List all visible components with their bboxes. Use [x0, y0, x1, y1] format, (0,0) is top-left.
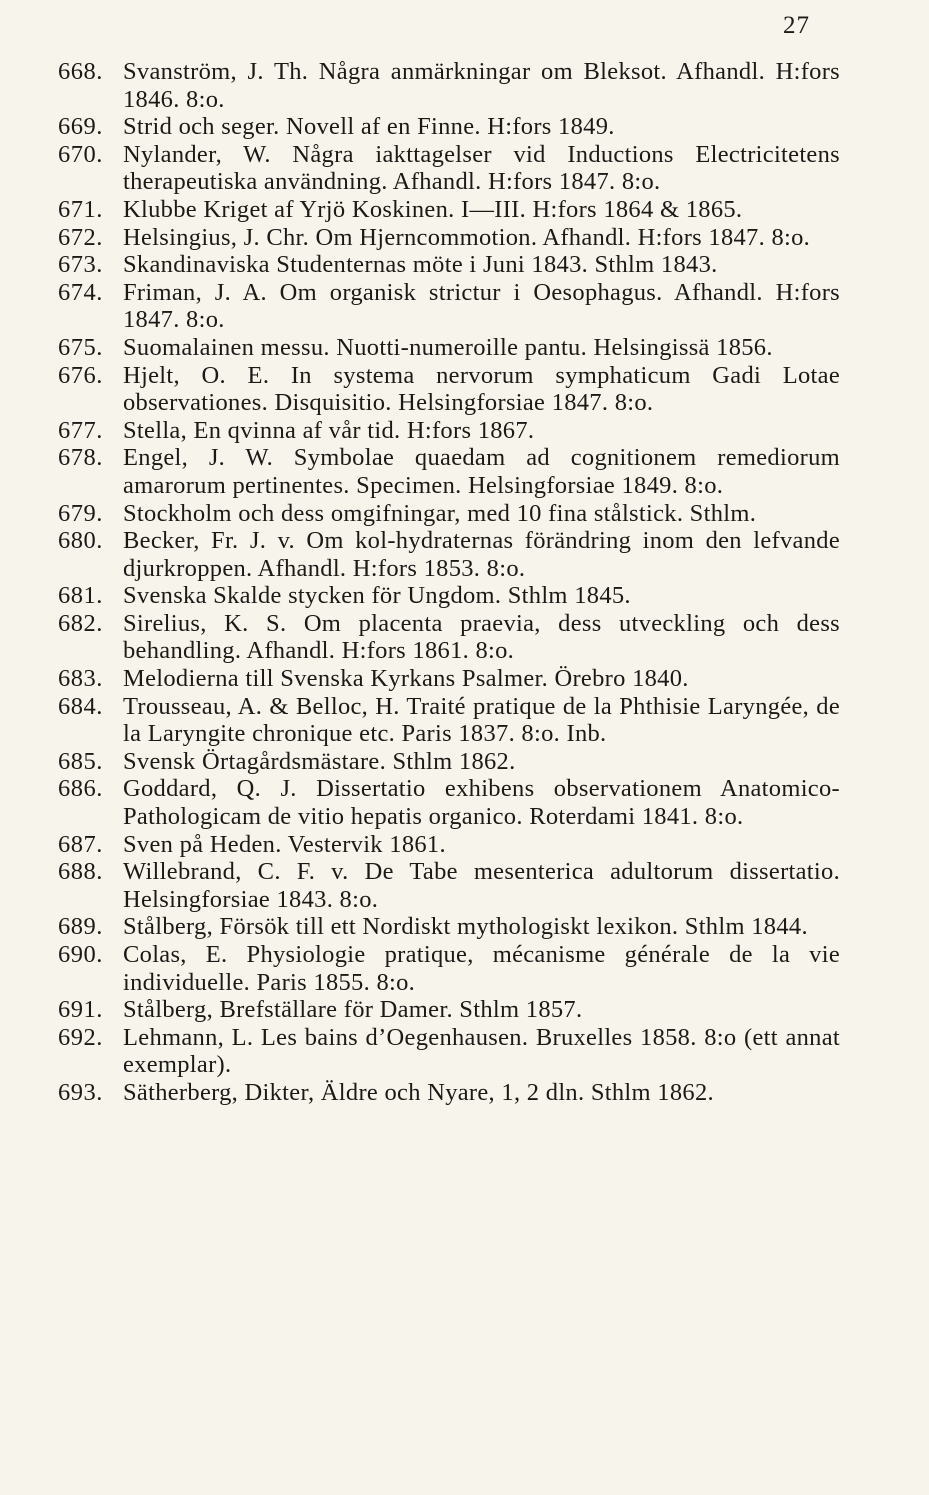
catalog-entry — [58, 582, 840, 610]
entry-number: 692. — [58, 1023, 103, 1051]
catalog-entry — [58, 693, 840, 748]
catalog-entry — [58, 279, 840, 334]
entry-number: 686. — [58, 775, 103, 803]
entry-number: 674. — [58, 278, 103, 306]
entry-text: Svenska Skalde stycken för Ungdom. Sthlm 1845. — [123, 582, 631, 610]
entry-text: Stålberg, Brefställare för Damer. Sthlm 1857. — [123, 996, 583, 1024]
catalog-entry — [58, 996, 840, 1024]
entry-number: 688. — [58, 858, 103, 886]
entry-number: 684. — [58, 692, 103, 720]
catalog-entry — [58, 417, 840, 445]
entry-text: Willebrand, C. F. v. De Tabe mesenterica adultorum dissertatio. Helsingforsiae 1843. 8:o. — [123, 858, 840, 913]
entry-text: Suomalainen messu. Nuotti-numeroille pantu. Helsingissä 1856. — [123, 333, 773, 361]
catalog-entry — [58, 941, 840, 996]
entry-text: Stålberg, Försök till ett Nordiskt mythologiskt lexikon. Sthlm 1844. — [123, 913, 808, 941]
entry-text: Skandinaviska Studenternas möte i Juni 1843. Sthlm 1843. — [123, 251, 718, 279]
catalog-entry — [58, 775, 840, 830]
page-number: 27 — [783, 12, 810, 39]
catalog-entry — [58, 610, 840, 665]
entry-text: Nylander, W. Några iakttagelser vid Inductions Electricitetens therapeutiska användning. Afhandl. H:fors 1847. 8:o. — [123, 140, 840, 196]
catalog-entry — [58, 113, 840, 141]
catalog-entry — [58, 665, 840, 693]
entry-text: Helsingius, J. Chr. Om Hjerncommotion. Afhandl. H:fors 1847. 8:o. — [123, 223, 811, 251]
catalog-entry — [58, 444, 840, 499]
entry-number: 685. — [58, 747, 103, 775]
entry-number: 679. — [58, 499, 103, 527]
catalog-entry — [58, 1079, 840, 1107]
entry-text: Klubbe Kriget af Yrjö Koskinen. I—III. H:fors 1864 & 1865. — [123, 195, 743, 223]
entry-number: 670. — [58, 140, 103, 168]
entry-number: 693. — [58, 1078, 103, 1106]
entry-number: 678. — [58, 444, 103, 472]
entry-number: 691. — [58, 996, 103, 1024]
entry-text: Engel, J. W. Symbolae quaedam ad cognitionem remediorum amarorum pertinentes. Specimen. Helsingforsiae 1849. 8:o. — [123, 444, 840, 499]
entry-number: 680. — [58, 527, 103, 555]
entry-number: 672. — [58, 223, 103, 251]
entry-text: Svensk Örtagårdsmästare. Sthlm 1862. — [123, 747, 516, 775]
entry-text: Goddard, Q. J. Dissertatio exhibens observationem Anatomico-Pathologicam de vitio hepatis organico. Roterdami 1841. 8:o. — [123, 775, 840, 831]
entry-number: 683. — [58, 665, 103, 693]
catalog-entry — [58, 224, 840, 252]
catalog-entry — [58, 362, 840, 417]
catalog-entry — [58, 913, 840, 941]
entry-text: Melodierna till Svenska Kyrkans Psalmer. Örebro 1840. — [123, 665, 689, 693]
entry-text: Stockholm och dess omgifningar, med 10 fina stålstick. Sthlm. — [123, 499, 757, 527]
catalog-entry — [58, 831, 840, 859]
entry-number: 668. — [58, 58, 103, 85]
entry-number: 675. — [58, 333, 103, 361]
entry-text: Stella, En qvinna af vår tid. H:fors 1867. — [123, 416, 535, 444]
catalog-entry — [58, 858, 840, 913]
entry-number: 687. — [58, 830, 103, 858]
catalog-entry-list — [58, 58, 840, 1107]
entry-text: Friman, J. A. Om organisk strictur i Oesophagus. Afhandl. H:fors 1847. 8:o. — [123, 278, 840, 334]
entry-number: 673. — [58, 251, 103, 279]
catalog-entry — [58, 527, 840, 582]
entry-text: Becker, Fr. J. v. Om kol-hydraternas förändring inom den lefvande djurkroppen. Afhandl. H:fors 1853. 8:o. — [123, 527, 840, 582]
catalog-entry — [58, 196, 840, 224]
entry-text: Sirelius, K. S. Om placenta praevia, dess utveckling och dess behandling. Afhandl. H:fors 1861. 8:o. — [123, 609, 840, 665]
entry-number: 690. — [58, 941, 103, 968]
entry-number: 682. — [58, 609, 103, 637]
catalog-entry — [58, 500, 840, 528]
catalog-entry — [58, 1024, 840, 1079]
entry-text: Hjelt, O. E. In systema nervorum symphaticum Gadi Lotae observationes. Disquisitio. Helsingforsiae 1847. 8:o. — [123, 361, 840, 417]
entry-number: 689. — [58, 913, 103, 941]
entry-text: Colas, E. Physiologie pratique, mécanisme générale de la vie individuelle. Paris 1855. 8:o. — [123, 941, 840, 996]
entry-number: 671. — [58, 195, 103, 223]
catalog-entry — [58, 251, 840, 279]
catalog-entry — [58, 748, 840, 776]
catalog-entry — [58, 141, 840, 196]
entry-number: 669. — [58, 113, 103, 141]
entry-number: 677. — [58, 416, 103, 444]
entry-number: 681. — [58, 582, 103, 610]
entry-text: Lehmann, L. Les bains d’Oegenhausen. Bruxelles 1858. 8:o (ett annat exemplar). — [123, 1023, 840, 1079]
entry-text: Strid och seger. Novell af en Finne. H:fors 1849. — [123, 113, 615, 141]
entry-text: Svanström, J. Th. Några anmärkningar om Bleksot. Afhandl. H:fors 1846. 8:o. — [123, 58, 840, 113]
catalog-entry — [58, 334, 840, 362]
entry-number: 676. — [58, 361, 103, 389]
catalog-entry — [58, 58, 840, 113]
entry-text: Sven på Heden. Vestervik 1861. — [123, 830, 446, 858]
entry-text: Sätherberg, Dikter, Äldre och Nyare, 1, 2 dln. Sthlm 1862. — [123, 1078, 714, 1106]
entry-text: Trousseau, A. & Belloc, H. Traité pratique de la Phthisie Laryngée, de la Laryngite chronique etc. Paris 1837. 8:o. Inb. — [123, 692, 840, 748]
